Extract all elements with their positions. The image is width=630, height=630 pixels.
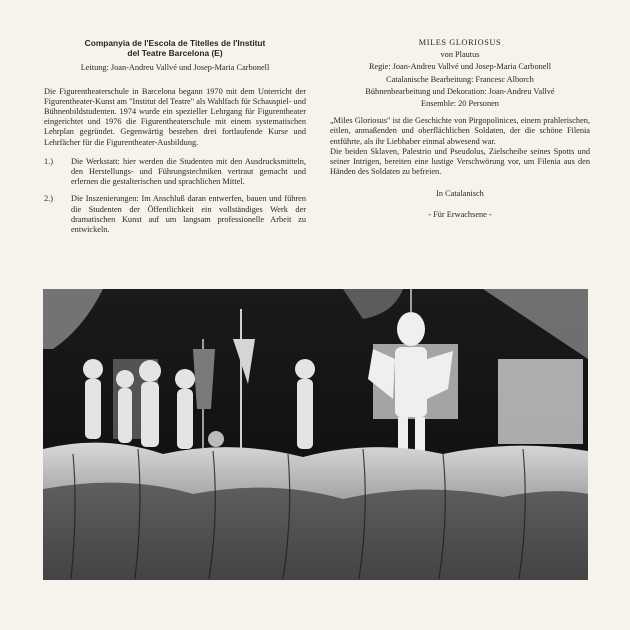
language-line: In Catalanisch [436, 189, 484, 199]
stage-design-line: Bühnenbearbeitung und Dekoration: Joan-Andreu Vallvé [365, 86, 555, 96]
regie-line: Regie: Joan-Andreu Vallvé und Josep-Maria Carbonell [368, 62, 552, 72]
intro-paragraph: Die Figurentheaterschule in Barcelona begann 1970 mit dem Unterricht der Figurentheater-Kunst am "Institut del Teatre" als Wahlfach für Schauspiel- und Bühnenbildstudenten. 1974 wurde ein spezieller Lehrgang für Figurentheater eingerichtet und 1976 die Figurentheaterschule mit einem systematischen Lehrplan gegründet. Gegenwärtig bestehen drei fortlaufende Kurse und Lehrfächer für die Figurentheater-Ausbildung. [44, 86, 306, 147]
direction-line: Leitung: Joan-Andreu Vallvé und Josep-Maria Carbonell [80, 63, 270, 73]
list-item-number: 2.) [44, 194, 53, 204]
adaptation-line: Catalanische Bearbeitung: Francesc Alborch [386, 74, 534, 84]
list-item-text: Die Werkstatt: hier werden die Studenten mit den Ausdrucksmitteln, den Herstellungs- und Führungstechniken vertraut gemacht und erlernen die gestalterischen und sprachlichen Mittel. [71, 156, 306, 187]
list-item [44, 194, 306, 235]
left-column [44, 38, 306, 242]
puppet-stage-illustration [43, 289, 588, 580]
course-list [44, 157, 306, 235]
company-heading-line2: del Teatre Barcelona (E) [127, 48, 223, 59]
list-item-text: Die Inszenierungen: Im Anschluß daran entwerfen, bauen und führen die Studenten der Öffentlichkeit ein vollständiges Werk der dramatischen Kunst auf um langsam professionelle Arbeit zu entwickeln. [71, 194, 306, 235]
list-item [44, 157, 306, 188]
company-heading-line1: Companyia de l'Escola de Titelles de l'Institut [84, 38, 266, 48]
ensemble-line: Ensemble: 20 Personen [421, 99, 499, 109]
synopsis-paragraph-1: „Miles Gloriosus" ist die Geschichte von Pirgopolinices, einem prahlerischen, eitlen, anmaßenden und oberflächlichen Soldaten, der die schöne Filenia entführte, als ihr Liebhaber einmal abwesend war. [330, 116, 590, 146]
synopsis-paragraph-2: Die beiden Sklaven, Palestrio und Pseudolus, Zielscheibe seines Spotts und seiner Intrigen, bereiten eine lustige Verschwörung vor, um Filenia aus den Händen des Soldaten zu befreien. [330, 146, 590, 177]
play-author: von Plautus [440, 50, 480, 60]
stage-photo [43, 289, 588, 580]
list-item-number: 1.) [44, 156, 53, 166]
right-column [330, 38, 590, 220]
play-title: MILES GLORIOSUS [418, 38, 502, 47]
audience-line: - Für Erwachsene - [428, 209, 492, 219]
